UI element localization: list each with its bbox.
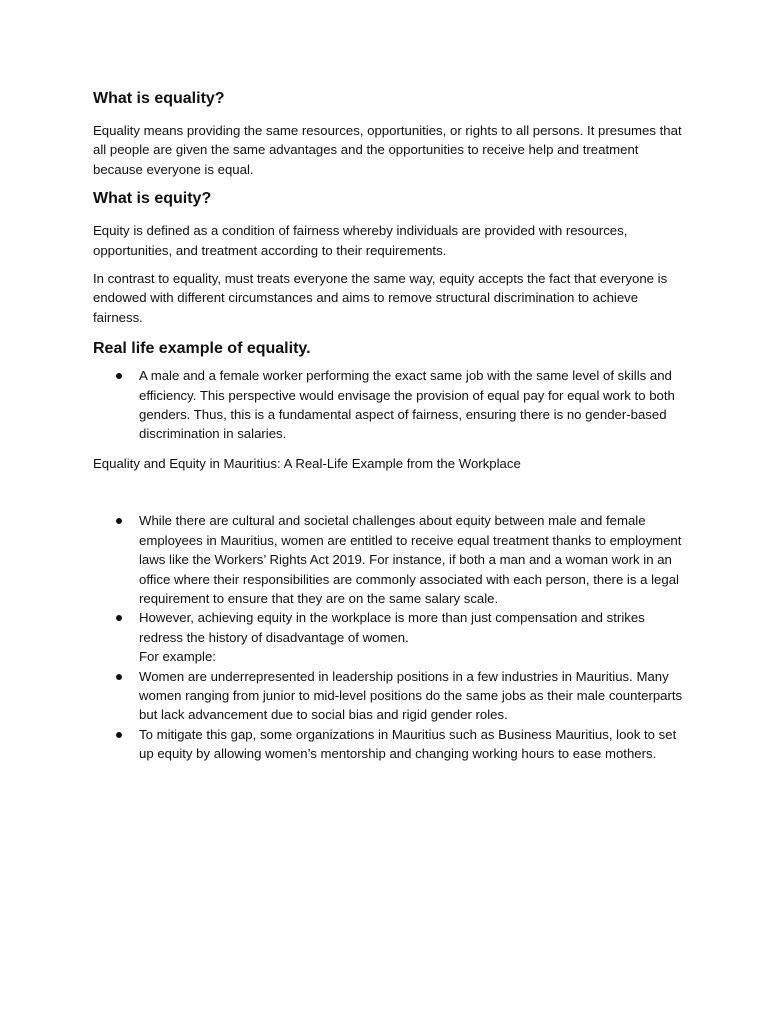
list-item-text: A male and a female worker performing the exact same job with the same level of skills and efficiency. This perspective would envisage the provision of equal pay for equal work to both genders. Thus, this is a fundamental aspect of fairness, ensuring there is no gender-based discrimination in salaries. (139, 368, 675, 442)
document-page (93, 86, 683, 764)
heading-what-is-equity: What is equity? (93, 190, 212, 208)
paragraph-equity-contrast: In contrast to equality, must treats everyone the same way, equity accepts the fact that everyone is endowed with different circumstances and aims to remove structural discrimination to achieve fairness. (93, 271, 668, 325)
bullet-icon (116, 732, 122, 738)
list-item (93, 511, 683, 608)
list-item-text: However, achieving equity in the workplace is more than just compensation and strikes redress the history of disadvantage of women. (139, 610, 645, 645)
mauritius-bullet-list-continued (93, 667, 683, 764)
paragraph-equality-definition: Equality means providing the same resources, opportunities, or rights to all persons. It presumes that all people are given the same advantages and the opportunities to receive help and treatment because everyone is equal. (93, 123, 682, 177)
bullet-icon (116, 518, 122, 524)
for-example-label: For example: (139, 649, 216, 665)
bullet-icon (116, 674, 122, 680)
mauritius-bullet-list (93, 511, 683, 647)
list-item-text: Women are underrepresented in leadership positions in a few industries in Mauritius. Many women ranging from junior to mid-level positions do the same jobs as their male counterparts but lack advancement due to social bias and rigid gender roles. (139, 668, 683, 723)
bullet-icon (116, 615, 122, 621)
list-item (93, 366, 683, 444)
list-item (93, 725, 683, 764)
bullet-icon (116, 373, 122, 379)
paragraph-equity-definition: Equity is defined as a condition of fairness whereby individuals are provided with resources, opportunities, and treatment according to their requirements. (93, 223, 628, 258)
heading-what-is-equality: What is equality? (93, 90, 225, 107)
list-item-text: While there are cultural and societal challenges about equity between male and female employees in Mauritius, women are entitled to receive equal treatment thanks to employment laws like the Workers’ Rights Act 2019. For instance, if both a man and a woman work in an office where their responsibilities are commonly associated with each person, there is a legal requirement to ensure that they are on the same salary scale. (139, 513, 682, 606)
heading-real-life-example: Real life example of equality. (93, 340, 311, 358)
caption-mauritius-example: Equality and Equity in Mauritius: A Real-Life Example from the Workplace (93, 455, 521, 471)
list-item (93, 667, 683, 725)
example-bullet-list (93, 366, 683, 444)
list-item-text: To mitigate this gap, some organizations in Mauritius such as Business Mauritius, look to set up equity by allowing women’s mentorship and changing working hours to ease mothers. (139, 726, 677, 762)
list-item (93, 608, 683, 647)
